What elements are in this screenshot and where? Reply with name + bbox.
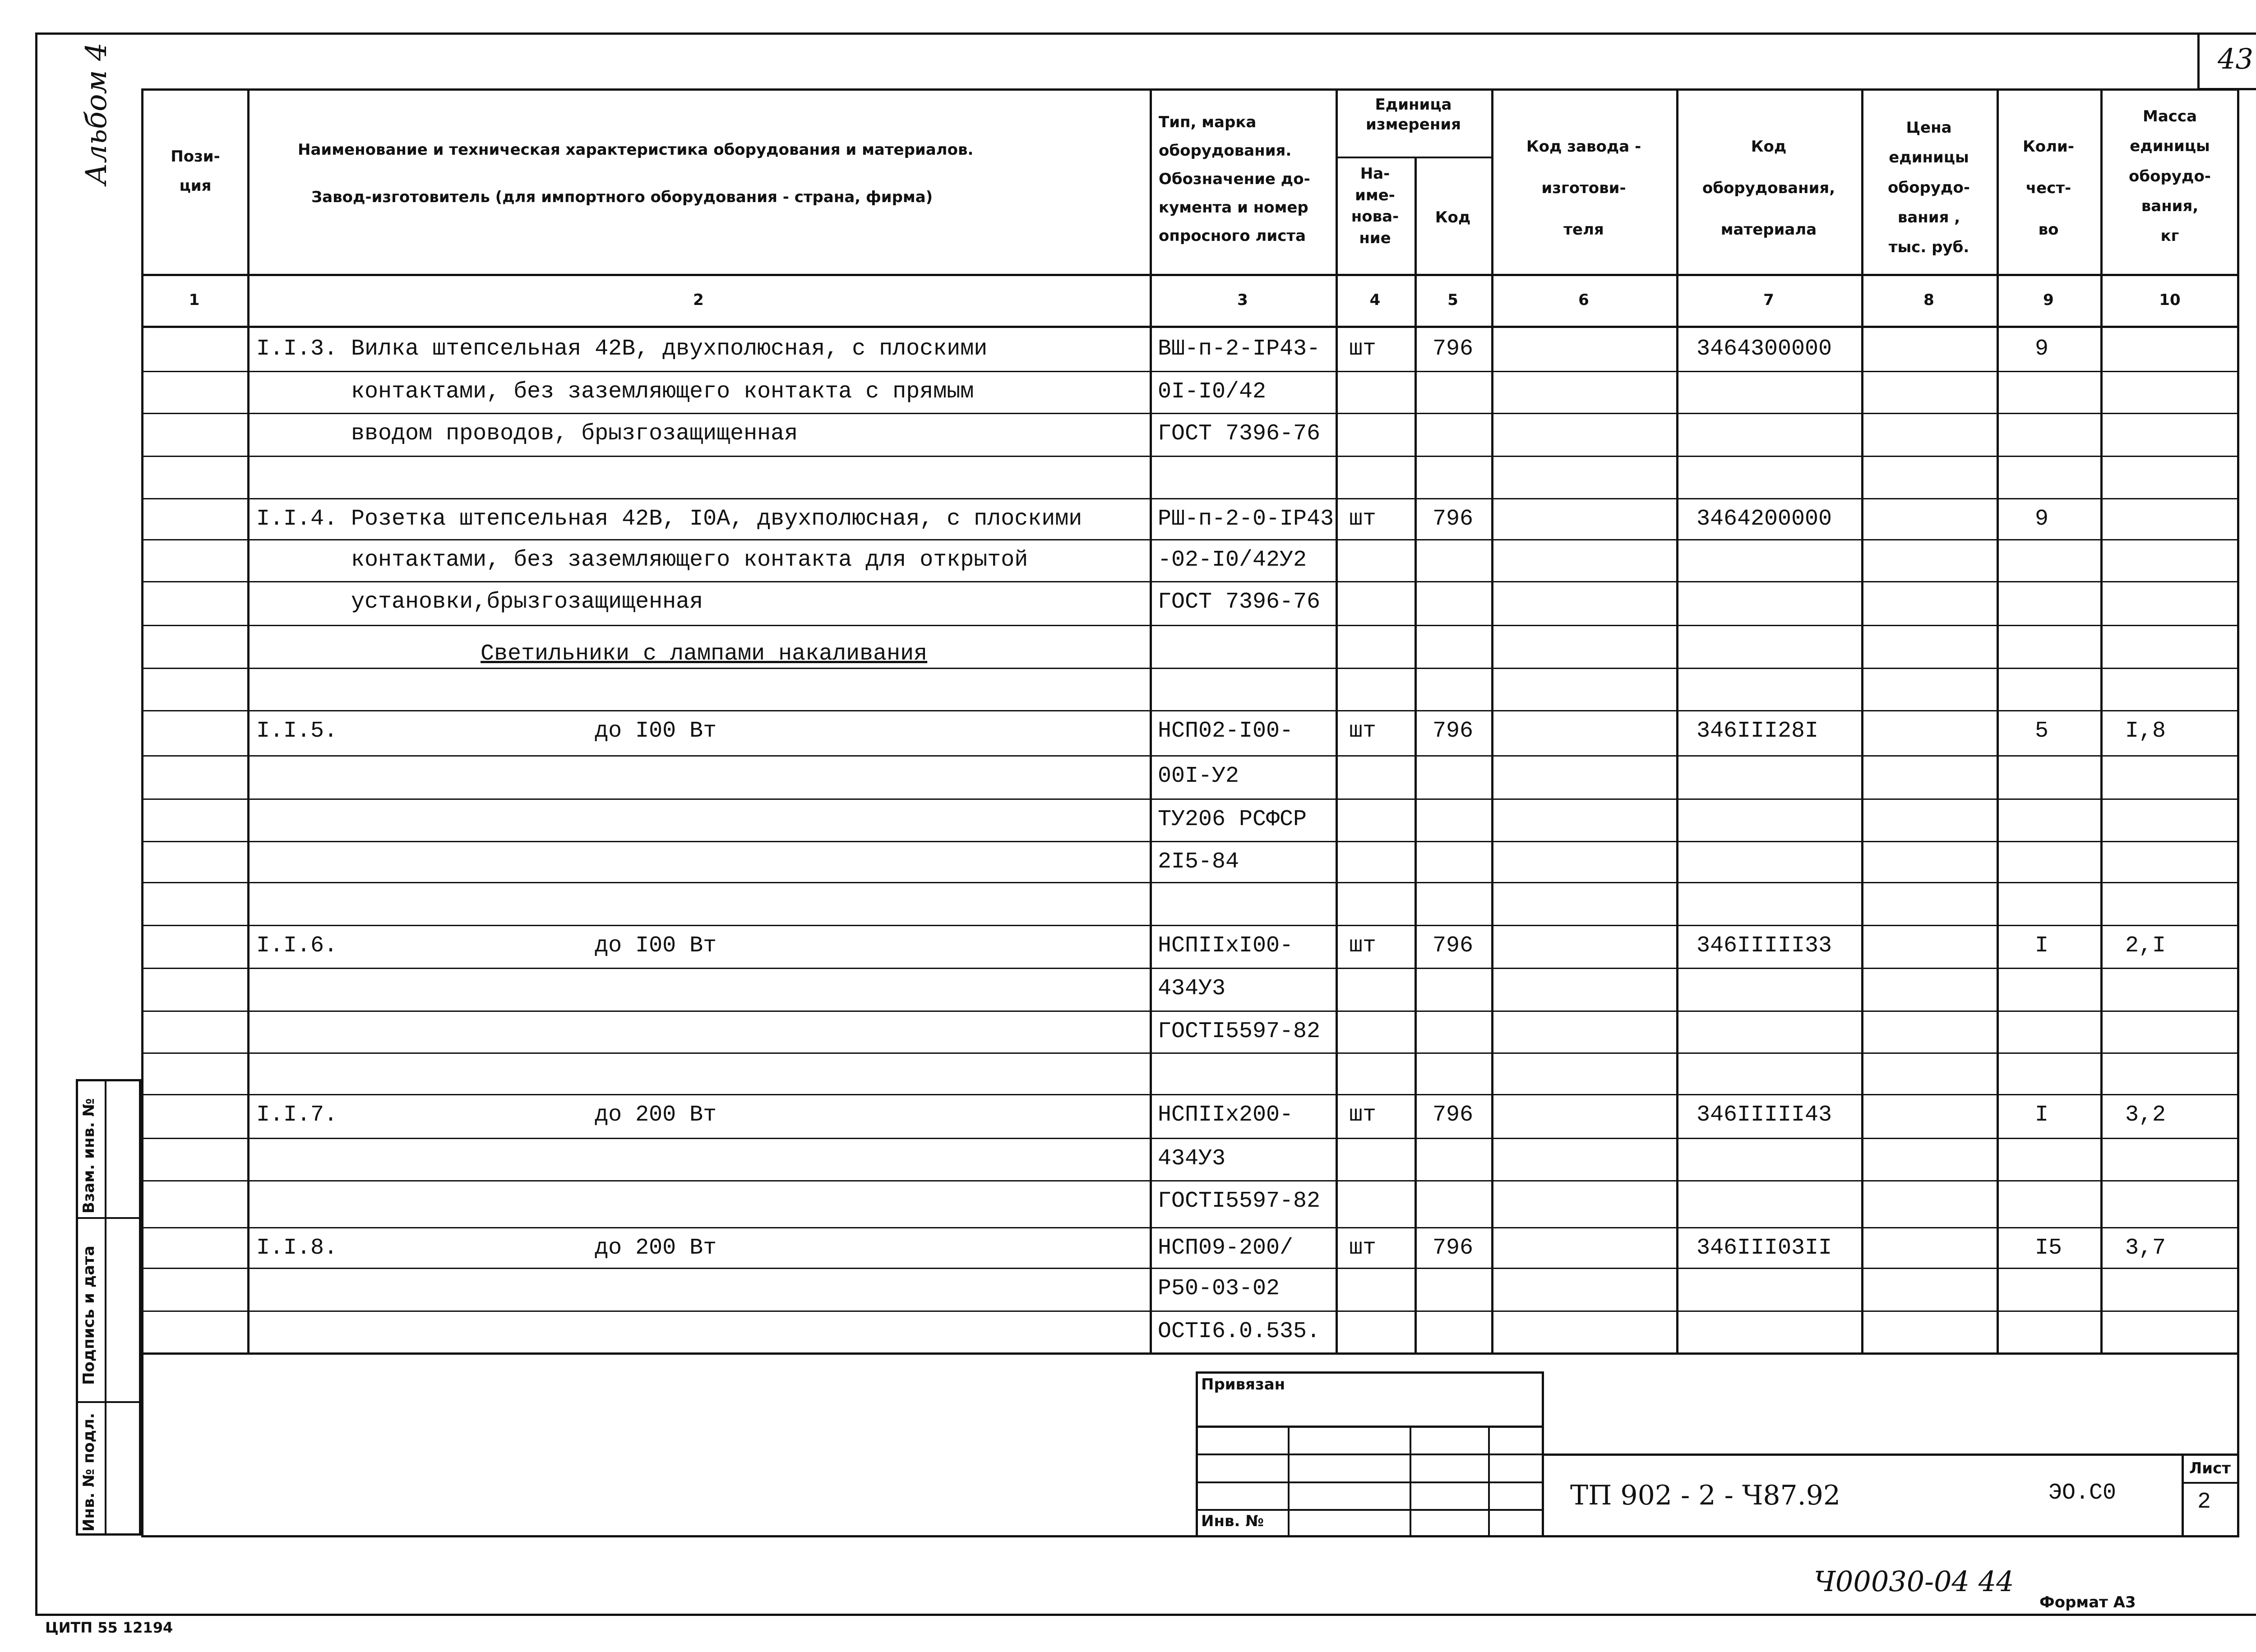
header-quantity: Коли- чест- во	[2023, 138, 2074, 239]
header-unit-name: На- име- нова- ние	[1351, 165, 1399, 247]
cell-name: I.I.5. до I00 Вт	[256, 718, 717, 744]
cell-type: НСП02-I00-	[1158, 718, 1294, 744]
cell-type: ГОСТ 7396-76	[1158, 421, 1321, 447]
cell-type: ВШ-п-2-IP43-	[1158, 336, 1321, 362]
cell-type: 0I-I0/42	[1158, 379, 1267, 405]
column-number: 10	[2159, 291, 2181, 309]
cell-code: 796	[1433, 1102, 1474, 1128]
cell-code-equip: 346IIIII33	[1697, 933, 1832, 959]
column-divider	[1861, 88, 1863, 1354]
column-divider	[1997, 88, 1999, 1354]
cell-unit: шт	[1349, 1235, 1377, 1261]
cell-code-equip: 346IIIII43	[1697, 1102, 1832, 1128]
column-number: 4	[1369, 291, 1381, 309]
cell-type: 2I5-84	[1158, 849, 1239, 875]
column-divider	[1491, 88, 1493, 1354]
header-name-2: Завод-изготовитель (для импортного оборудования - страна, фирма)	[311, 188, 933, 206]
header-price: Цена единицы оборудо- вания , тыс. руб.	[1888, 119, 1970, 257]
cell-qty: 5	[2035, 718, 2049, 744]
cell-name: I.I.7. до 200 Вт	[256, 1102, 717, 1128]
cell-type: ГОСТ 7396-76	[1158, 589, 1321, 615]
column-number: 8	[1923, 291, 1934, 309]
sheet-label: Лист	[2189, 1459, 2231, 1477]
cell-type: -02-I0/42У2	[1158, 547, 1307, 573]
cell-name: I.I.6. до I00 Вт	[256, 933, 717, 959]
header-unit: Единица измерения	[1366, 96, 1461, 134]
cell-unit: шт	[1349, 336, 1377, 362]
column-number: 5	[1447, 291, 1458, 309]
section-title: Светильники с лампами накаливания	[481, 641, 928, 667]
cell-code: 796	[1433, 933, 1474, 959]
cell-type: ГОСТI5597-82	[1158, 1188, 1321, 1214]
cell-type: 434У3	[1158, 1146, 1226, 1172]
cell-mass: 3,2	[2125, 1102, 2166, 1128]
column-divider	[1676, 88, 1678, 1354]
cell-code-equip: 3464200000	[1697, 506, 1832, 532]
cell-qty: I	[2035, 1102, 2049, 1128]
page-number: 43	[2218, 42, 2253, 75]
cell-name: установки,брызгозащищенная	[256, 589, 703, 615]
header-unit-code: Код	[1435, 208, 1471, 226]
cell-type: НСПIIxI00-	[1158, 933, 1294, 959]
sheet-number: 2	[2197, 1489, 2211, 1515]
cell-name: I.I.3. Вилка штепсельная 42В, двухполюсная, с плоскими	[256, 336, 988, 362]
header-equipment-code: Код оборудования, материала	[1702, 138, 1835, 239]
header-name-1: Наименование и техническая характеристика оборудования и материалов.	[298, 141, 974, 159]
column-number: 6	[1578, 291, 1589, 309]
cell-type: ОСТI6.0.535.	[1158, 1319, 1321, 1344]
cell-name: I.I.8. до 200 Вт	[256, 1235, 717, 1261]
cell-qty: 9	[2035, 506, 2049, 532]
stamp-vzam-inv: Взам. инв. №	[80, 1098, 98, 1214]
cell-name: контактами, без заземляющего контакта с прямым	[256, 379, 974, 405]
column-divider	[1150, 88, 1152, 1354]
cell-unit: шт	[1349, 933, 1377, 959]
cell-unit: шт	[1349, 506, 1377, 532]
column-number: 9	[2043, 291, 2054, 309]
header-mass: Масса единицы оборудо- вания, кг	[2129, 107, 2211, 245]
cell-code-equip: 346III03II	[1697, 1235, 1832, 1261]
column-number: 3	[1237, 291, 1248, 309]
cell-code: 796	[1433, 718, 1474, 744]
cell-type: ГОСТI5597-82	[1158, 1019, 1321, 1044]
column-number: 1	[189, 291, 200, 309]
stamp-inv-podl: Инв. № подл.	[80, 1412, 98, 1532]
cell-code-equip: 3464300000	[1697, 336, 1832, 362]
cell-type: 00I-У2	[1158, 763, 1239, 789]
column-divider	[247, 88, 250, 1354]
cell-code: 796	[1433, 336, 1474, 362]
column-number: 2	[693, 291, 704, 309]
header-type: Тип, марка оборудования. Обозначение до- кумента и номер опросного листа	[1159, 113, 1310, 245]
cell-unit: шт	[1349, 1102, 1377, 1128]
cell-name: I.I.4. Розетка штепсельная 42В, I0А, двухполюсная, с плоскими	[256, 506, 1082, 532]
cell-code: 796	[1433, 1235, 1474, 1261]
column-number: 7	[1763, 291, 1774, 309]
cell-code: 796	[1433, 506, 1474, 532]
cell-type: Р50-03-02	[1158, 1276, 1280, 1301]
doc-code: ТП 902 - 2 - Ч87.92	[1570, 1480, 1841, 1511]
column-divider	[1336, 88, 1338, 1354]
cell-name: контактами, без заземляющего контакта для открытой	[256, 547, 1028, 573]
section-code: ЭО.С0	[2048, 1480, 2117, 1506]
cell-type: 434У3	[1158, 976, 1226, 1001]
cell-qty: I5	[2035, 1235, 2062, 1261]
cell-type: НСП09-200/	[1158, 1235, 1294, 1261]
stamp-signature-date: Подпись и дата	[80, 1246, 98, 1385]
cell-mass: 2,I	[2125, 933, 2166, 959]
format-label: Формат А3	[2039, 1593, 2136, 1611]
cell-unit: шт	[1349, 718, 1377, 744]
handwritten-note: Ч00030-04 44	[1814, 1565, 2014, 1598]
cutoff-stamp: ЦИТП 55 12194	[45, 1619, 173, 1636]
cell-type: НСПIIx200-	[1158, 1102, 1294, 1128]
cell-mass: 3,7	[2125, 1235, 2166, 1261]
inv-no-label: Инв. №	[1201, 1512, 1264, 1530]
album-mark: Альбом 4	[80, 42, 113, 185]
header-factory-code: Код завода - изготови- теля	[1526, 138, 1641, 239]
header-position: Пози- ция	[171, 148, 220, 195]
cell-name: вводом проводов, брызгозащищенная	[256, 421, 798, 447]
privyazan-label: Привязан	[1201, 1375, 1285, 1394]
column-divider	[2100, 88, 2103, 1354]
cell-code-equip: 346III28I	[1697, 718, 1819, 744]
cell-type: РШ-п-2-0-IP43	[1158, 506, 1334, 532]
cell-type: ТУ206 РСФСР	[1158, 807, 1307, 832]
cell-qty: 9	[2035, 336, 2049, 362]
cell-qty: I	[2035, 933, 2049, 959]
cell-mass: I,8	[2125, 718, 2166, 744]
